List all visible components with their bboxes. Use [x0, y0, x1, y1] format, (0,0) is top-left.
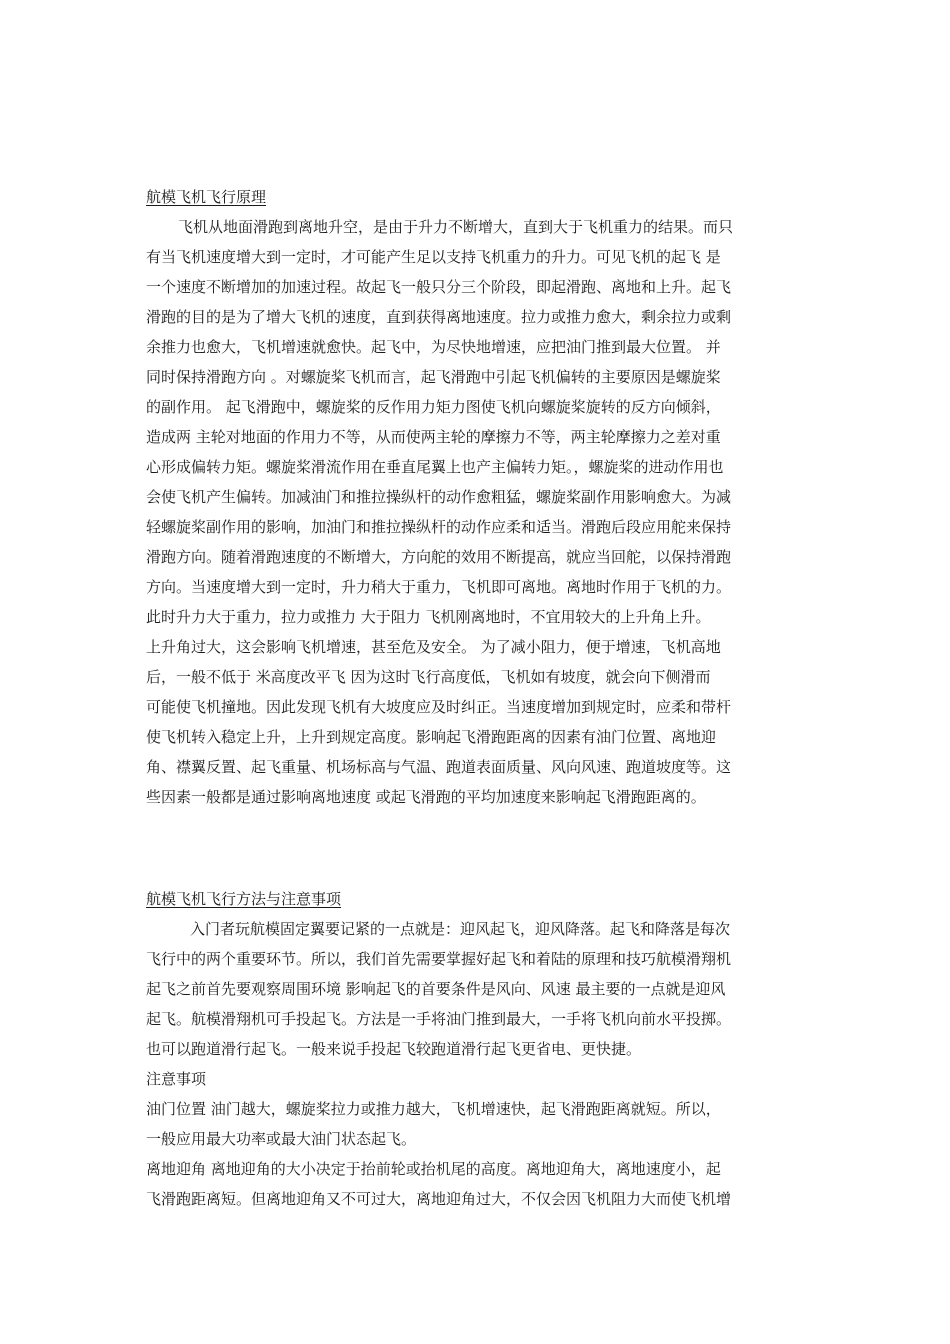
paragraph-line: 飞滑跑距离短。但离地迎角又不可过大，离地迎角过大，不仅会因飞机阻力大而使飞机增: [146, 1190, 732, 1208]
paragraph-line: 有当飞机速度增大到一定时，才可能产生足以支持飞机重力的升力。可见飞机的起飞 是: [146, 248, 721, 266]
section-title-flight-method: 航模飞机飞行方法与注意事项: [146, 890, 342, 908]
paragraph-line: 方向。当速度增大到一定时，升力稍大于重力，飞机即可离地。离地时作用于飞机的力。: [146, 578, 732, 596]
paragraph-line: 造成两 主轮对地面的作用力不等，从而使两主轮的摩擦力不等，两主轮摩擦力之差对重: [146, 428, 721, 446]
paragraph-line: 也可以跑道滑行起飞。一般来说手投起飞较跑道滑行起飞更省电、更快捷。: [146, 1040, 642, 1058]
paragraph-line: 离地迎角 离地迎角的大小决定于抬前轮或抬机尾的高度。离地迎角大，离地速度小，起: [146, 1160, 721, 1178]
paragraph-line: 飞机从地面滑跑到离地升空，是由于升力不断增大，直到大于飞机重力的结果。而只: [178, 218, 734, 236]
paragraph-line: 可能使飞机撞地。因此发现飞机有大坡度应及时纠正。当速度增加到规定时，应柔和带杆: [146, 698, 732, 716]
paragraph-line: 同时保持滑跑方向 。对螺旋桨飞机而言，起飞滑跑中引起飞机偏转的主要原因是螺旋桨: [146, 368, 721, 386]
paragraph-line: 滑跑的目的是为了增大飞机的速度，直到获得离地速度。拉力或推力愈大，剩余拉力或剩: [146, 308, 732, 326]
paragraph-line: 心形成偏转力矩。螺旋桨滑流作用在垂直尾翼上也产主偏转力矩。，螺旋桨的进动作用也: [146, 458, 724, 476]
paragraph-line: 起飞之前首先要观察周围环境 影响起飞的首要条件是风向、风速 最主要的一点就是迎风: [146, 980, 726, 998]
paragraph-line: 入门者玩航模固定翼要记紧的一点就是：迎风起飞，迎风降落。起飞和降落是每次: [190, 920, 731, 938]
document-page: [146, 182, 802, 1214]
paragraph-line: 起飞。航模滑翔机可手投起飞。方法是一手将油门推到最大，一手将飞机向前水平投掷。: [146, 1010, 732, 1028]
paragraph-line: 会使飞机产生偏转。加减油门和推拉操纵杆的动作愈粗猛，螺旋桨副作用影响愈大。为减: [146, 488, 732, 506]
paragraph-line: 使飞机转入稳定上升，上升到规定高度。影响起飞滑跑距离的因素有油门位置、离地迎: [146, 728, 717, 746]
paragraph-line: 后，一般不低于 米高度改平飞 因为这时飞行高度低，飞机如有坡度，就会向下侧滑而: [146, 668, 711, 686]
paragraph-line: 轻螺旋桨副作用的影响，加油门和推拉操纵杆的动作应柔和适当。滑跑后段应用舵来保持: [146, 518, 732, 536]
paragraph-line: 一个速度不断增加的加速过程。故起飞一般只分三个阶段，即起滑跑、离地和上升。起飞: [146, 278, 732, 296]
flight-principle-paragraph: [146, 212, 802, 812]
paragraph-line: 上升角过大，这会影响飞机增速，甚至危及安全。 为了减小阻力，便于增速，飞机高地: [146, 638, 721, 656]
paragraph-line: 一般应用最大功率或最大油门状态起飞。: [146, 1130, 417, 1148]
flight-method-paragraph: [146, 914, 802, 1064]
paragraph-line: 滑跑方向。随着滑跑速度的不断增大，方向舵的效用不断提高，就应当回舵，以保持滑跑: [146, 548, 732, 566]
paragraph-line: 些因素一般都是通过影响离地速度 或起飞滑跑的平均加速度来影响起飞滑跑距离的。: [146, 788, 706, 806]
paragraph-line: 的副作用。 起飞滑跑中，螺旋桨的反作用力矩力图使飞机向螺旋桨旋转的反方向倾斜，: [146, 398, 721, 416]
notes-heading: 注意事项: [146, 1070, 207, 1088]
notes-paragraph: [146, 1094, 802, 1214]
paragraph-line: 油门位置 油门越大，螺旋桨拉力或推力越大，飞机增速快，起飞滑跑距离就短。所以，: [146, 1100, 721, 1118]
paragraph-line: 角、襟翼反置、起飞重量、机场标高与气温、跑道表面质量、风向风速、跑道坡度等。这: [146, 758, 732, 776]
paragraph-line: 此时升力大于重力，拉力或推力 大于阻力 飞机刚离地时，不宜用较大的上升角上升。: [146, 608, 711, 626]
paragraph-line: 飞行中的两个重要环节。所以，我们首先需要掌握好起飞和着陆的原理和技巧航模滑翔机: [146, 950, 732, 968]
paragraph-line: 余推力也愈大，飞机增速就愈快。起飞中，为尽快地增速，应把油门推到最大位置。 并: [146, 338, 721, 356]
section-title-flight-principle: 航模飞机飞行原理: [146, 188, 267, 206]
